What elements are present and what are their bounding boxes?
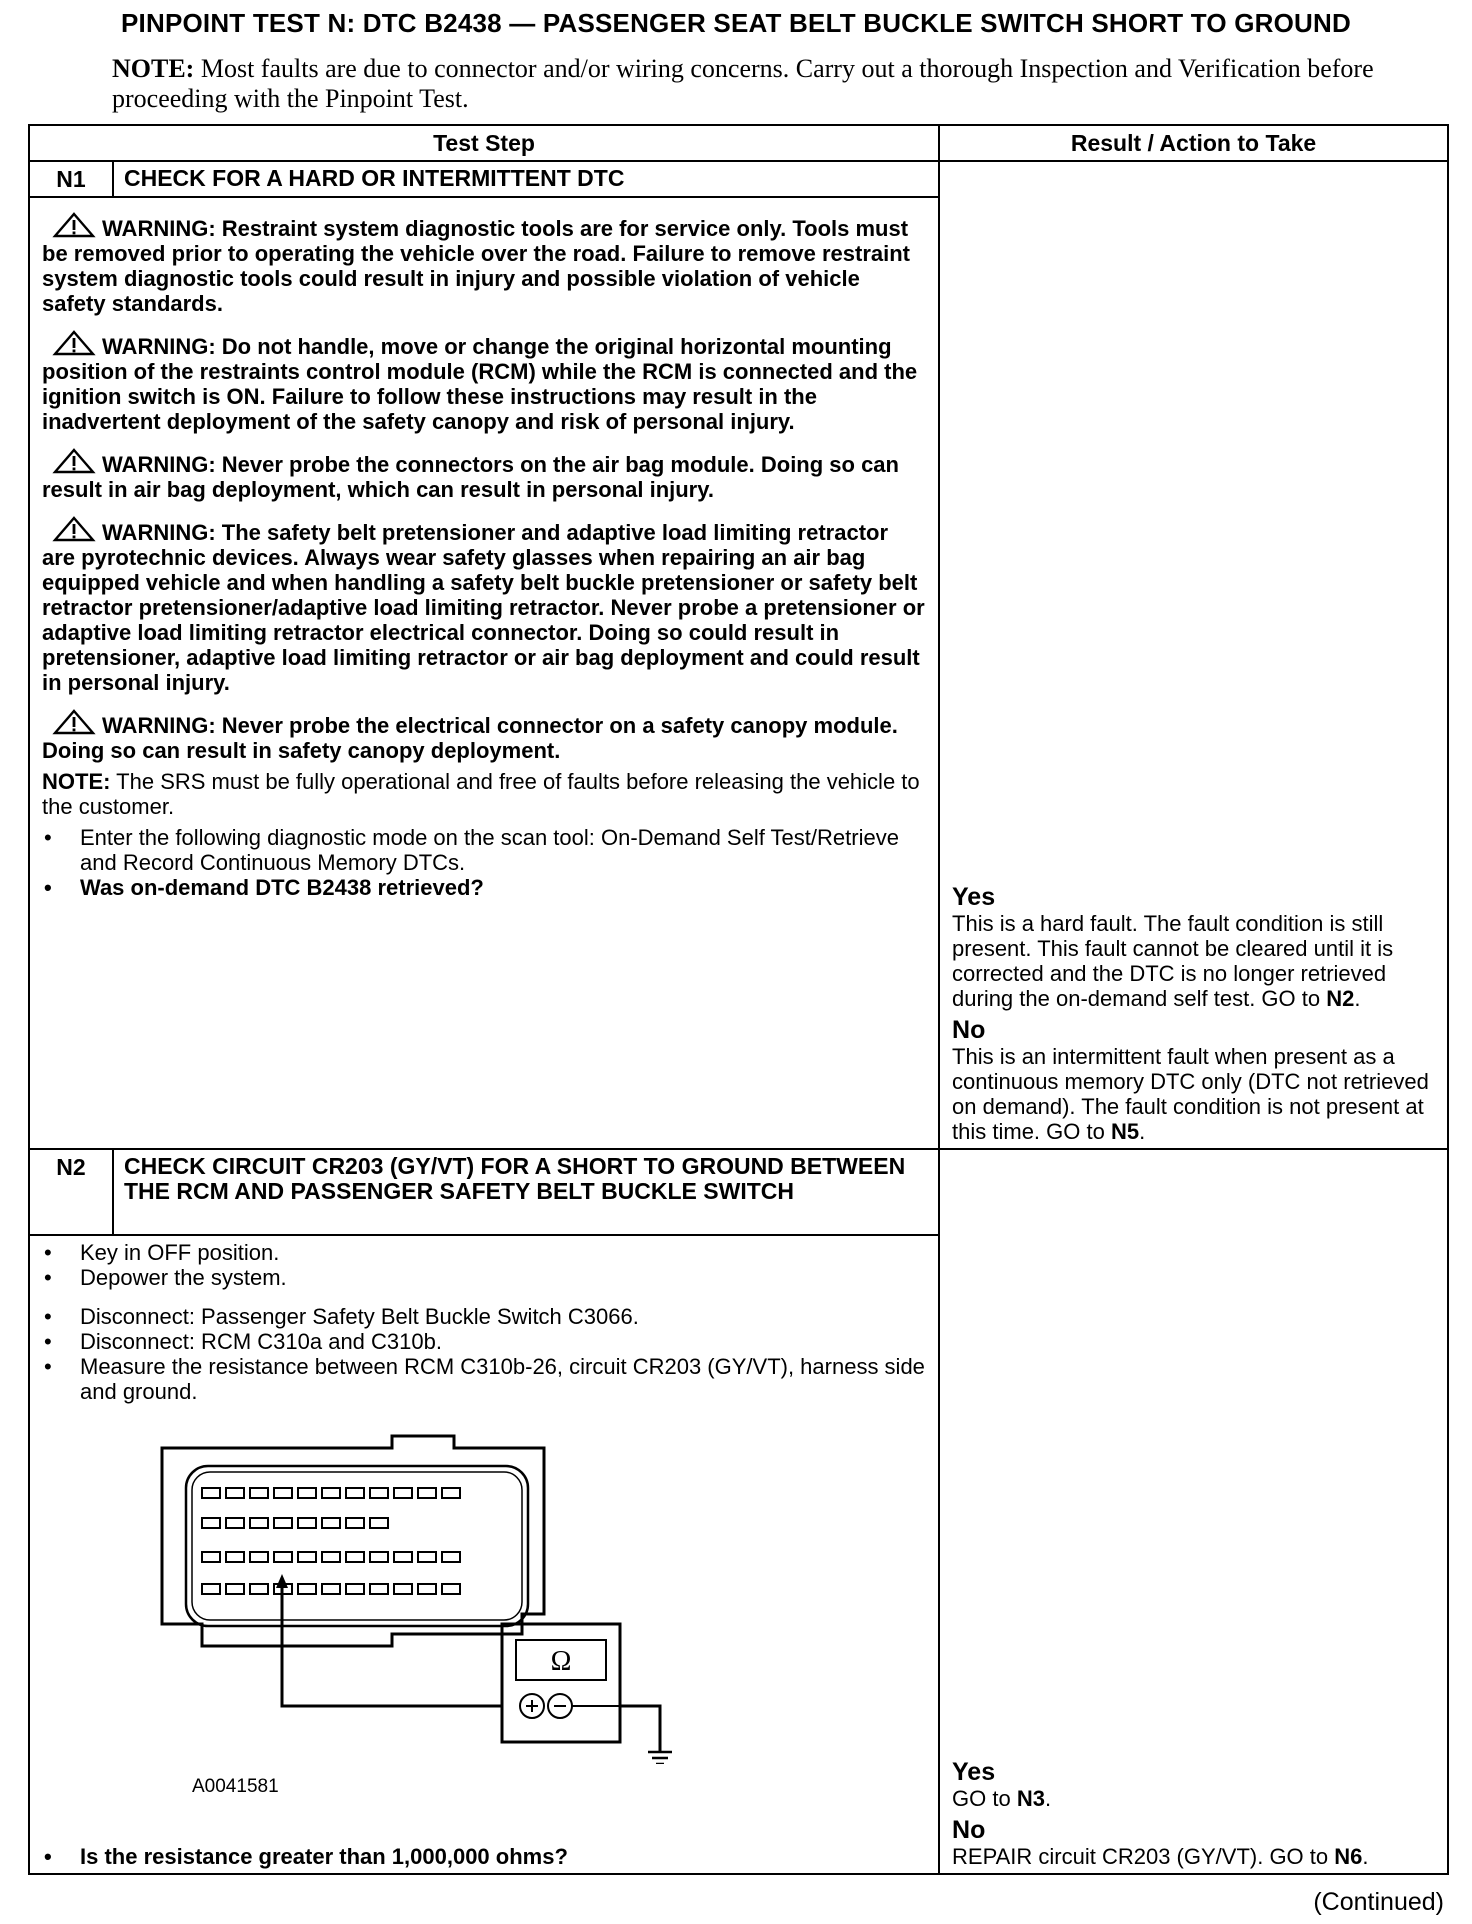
n1-step-id: N1	[29, 161, 113, 197]
connector-diagram	[42, 1404, 926, 1844]
warning-triangle-icon	[52, 448, 96, 474]
n1-result	[939, 161, 1448, 1149]
col-test-step: Test Step	[29, 125, 939, 161]
n1-heading: CHECK FOR A HARD OR INTERMITTENT DTC	[113, 161, 939, 197]
warning-triangle-icon	[52, 709, 96, 735]
n2-question: • Is the resistance greater than 1,000,000 ohms?	[42, 1844, 926, 1869]
n2-no-text: REPAIR circuit CR203 (GY/VT). GO to N6.	[952, 1844, 1369, 1869]
warning-pretensioner: WARNING: The safety belt pretensioner and adaptive load limiting retractor are pyrotechnic devices. Always wear safety glasses when repairing an air bag equipped vehicle and when handling a safety belt buckle pretensioner or safety belt retractor pretensioner/adaptive load limiting retractor. Never probe a pretensioner or adaptive load limiting retractor electrical connector. Doing so could result in pretensioner, adaptive load limiting retractor or air bag deployment and could result in personal injury.	[42, 516, 926, 695]
n2-heading: CHECK CIRCUIT CR203 (GY/VT) FOR A SHORT TO GROUND BETWEEN THE RCM AND PASSENGER SAFETY BELT BUCKLE SWITCH	[113, 1149, 939, 1235]
top-note-label: NOTE:	[112, 54, 195, 83]
warning-triangle-icon	[52, 330, 96, 356]
n1-yes-label: Yes	[952, 883, 996, 911]
n2-result	[939, 1149, 1448, 1874]
n1-question: • Was on-demand DTC B2438 retrieved?	[42, 875, 926, 900]
warning-restraint-tools: WARNING: Restraint system diagnostic tools are for service only. Tools must be removed prior to operating the vehicle over the road. Failure to remove restraint system diagnostic tools could result in injury and possible violation of vehicle safety standards.	[42, 212, 926, 316]
n1-bullet-scan-tool: • Enter the following diagnostic mode on the scan tool: On-Demand Self Test/Retrieve and Record Continuous Memory DTCs.	[42, 825, 926, 875]
top-note-text: Most faults are due to connector and/or wiring concerns. Carry out a thorough Inspection and Verification before proceeding with the Pinpoint Test.	[112, 54, 1374, 113]
n1-yes-text: This is a hard fault. The fault condition is still present. This fault cannot be cleared until it is corrected and the DTC is no longer retrieved during the on-demand self test. GO to N2.	[952, 911, 1394, 1011]
n1-no-label: No	[952, 1016, 986, 1044]
n2-yes-label: Yes	[952, 1758, 996, 1786]
rcm-connector-meter-illustration	[142, 1434, 782, 1764]
pinpoint-table	[28, 124, 1449, 1875]
n2-heading-row	[29, 1149, 1448, 1235]
n2-content	[29, 1235, 939, 1874]
n2-yes-text: GO to N3.	[952, 1786, 1052, 1811]
meter-ohm-symbol: Ω	[550, 1646, 572, 1677]
n2-no-label: No	[952, 1816, 986, 1844]
warning-triangle-icon	[52, 516, 96, 542]
warning-safety-canopy: WARNING: Never probe the electrical connector on a safety canopy module. Doing so can result in safety canopy deployment.	[42, 709, 926, 763]
page-title: PINPOINT TEST N: DTC B2438 — PASSENGER SEAT BELT BUCKLE SWITCH SHORT TO GROUND	[121, 8, 1351, 38]
top-note	[112, 54, 1412, 114]
n2-bullet-depower: • Depower the system.	[42, 1265, 926, 1290]
n2-step-id: N2	[29, 1149, 113, 1235]
n2-bullet-disconnect-rcm: • Disconnect: RCM C310a and C310b.	[42, 1329, 926, 1354]
col-result: Result / Action to Take	[939, 125, 1448, 161]
n1-content	[29, 197, 939, 1149]
n2-bullet-disconnect-switch: • Disconnect: Passenger Safety Belt Buckle Switch C3066.	[42, 1304, 926, 1329]
warning-triangle-icon	[52, 212, 96, 238]
figure-id: A0041581	[192, 1776, 279, 1797]
warning-rcm-mounting: WARNING: Do not handle, move or change the original horizontal mounting position of the restraints control module (RCM) while the RCM is connected and the ignition switch is ON. Failure to follow these instructions may result in the inadvertent deployment of the safety canopy and risk of personal injury.	[42, 330, 926, 434]
n1-no-text: This is an intermittent fault when present as a continuous memory DTC only (DTC not retrieved on demand). The fault condition is not present at this time. GO to N5.	[952, 1044, 1429, 1144]
n2-bullet-key-off: • Key in OFF position.	[42, 1240, 926, 1265]
n1-note: NOTE: The SRS must be fully operational and free of faults before releasing the vehicle to the customer.	[42, 769, 920, 819]
n2-bullet-measure: • Measure the resistance between RCM C310b-26, circuit CR203 (GY/VT), harness side and ground.	[42, 1354, 926, 1404]
warning-air-bag-connectors: WARNING: Never probe the connectors on the air bag module. Doing so can result in air bag deployment, which can result in personal injury.	[42, 448, 926, 502]
continued-label: (Continued)	[1313, 1888, 1444, 1916]
table-header-row	[29, 125, 1448, 161]
n1-heading-row	[29, 161, 1448, 197]
